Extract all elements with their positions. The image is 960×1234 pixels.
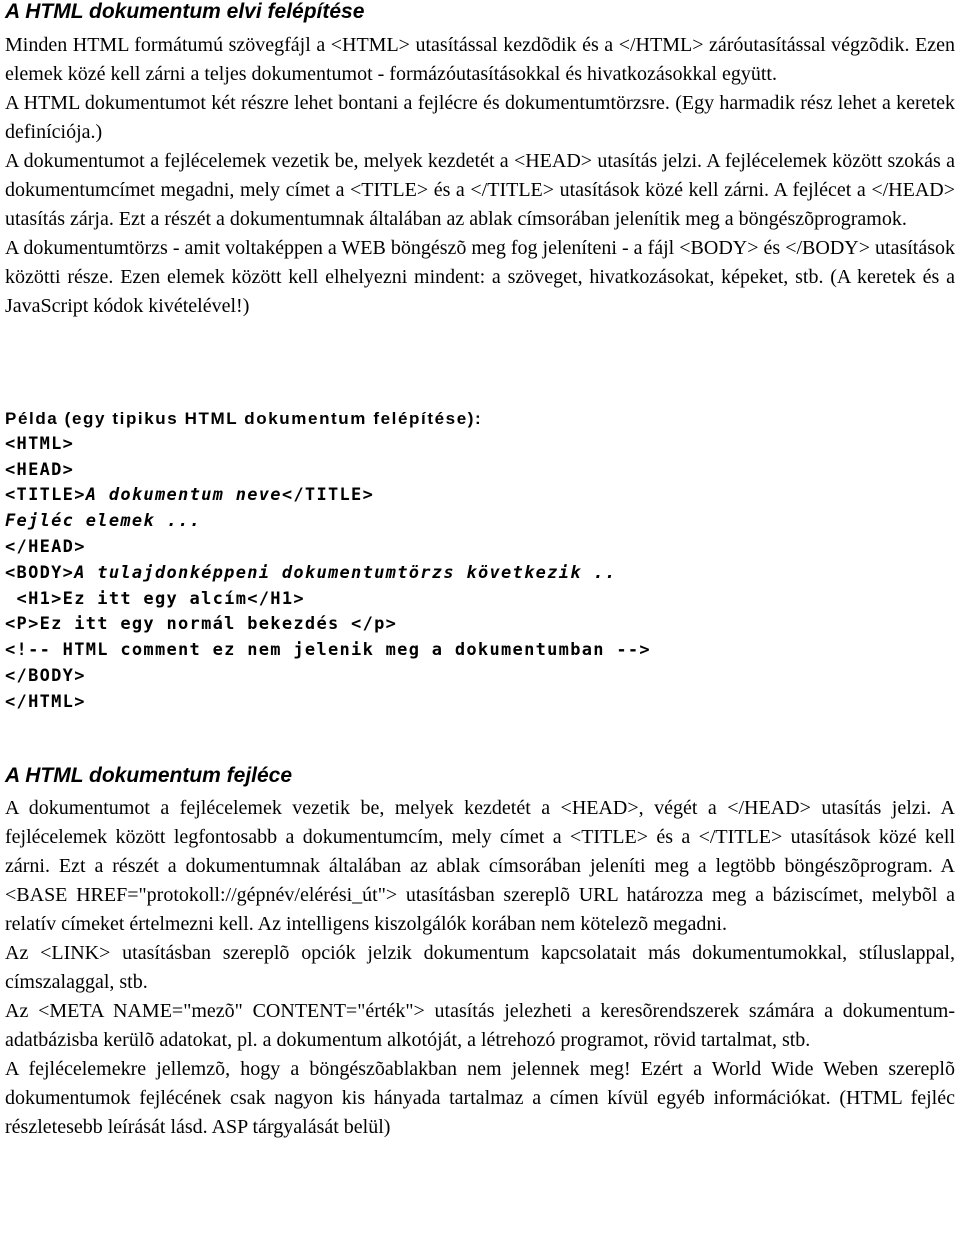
paragraph: Az <META NAME="mezõ" CONTENT="érték"> utasítás jelezheti a keresõrendszerek számára a dokumentum-adatbázisba kerülõ adatokat, pl. a dokumentum alkotóját, a létrehozó programot, rövid tartalmat, stb. — [5, 1000, 955, 1051]
paragraph: A dokumentumot a fejlécelemek vezetik be, melyek kezdetét a <HEAD>, végét a </HEAD> utasítás jelzi. A fejlécelemek között legfontosabb a dokumentumcím, mely címet a <TITLE> és a </TITLE> utasítások közé kell zárni. Ezt a részét a dokumentumnak általában az ablak címsorában jeleníti meg a legtöbb böngészõprogram. A <BASE HREF="protokoll://gépnév/elérési_út"> utasításban szereplõ URL határozza meg a báziscímet, melybõl a relatív címeket értelmezni kell. Az intelligens kiszolgálók korában nem kötelezõ megadni. — [5, 797, 955, 935]
code-comment: <!-- HTML comment ez nem jelenik meg a dokumentumban --> — [5, 640, 651, 661]
code-tag: </HTML> — [5, 691, 86, 712]
code-line — [5, 664, 651, 690]
code-example — [5, 406, 651, 716]
code-tag: </TITLE> — [281, 485, 375, 506]
code-line — [5, 587, 651, 613]
code-tag: <P>Ez itt egy normál bekezdés </p> — [5, 614, 398, 635]
code-tag: </HEAD> — [5, 536, 86, 557]
code-tag: <HEAD> — [5, 459, 75, 480]
code-tag: <H1>Ez itt egy alcím</H1> — [5, 588, 305, 609]
code-tag: <TITLE> — [5, 485, 86, 506]
code-tag: <HTML> — [5, 433, 75, 454]
code-tag: <BODY> — [5, 562, 75, 583]
paragraph: A dokumentumot a fejlécelemek vezetik be, melyek kezdetét a <HEAD> utasítás jelzi. A fejlécelemek között szokás a dokumentumcímet megadni, mely címet a <TITLE> és a </TITLE> utasítások közé kell zárni. A fejlécet a </HEAD> utasítás zárja. Ezt a részét a dokumentumnak általában az ablak címsorában jelenítik meg a böngészõprogramok. — [5, 150, 955, 230]
section-heading-structure: A HTML dokumentum elvi felépítése — [5, 0, 365, 23]
paragraph: A dokumentumtörzs - amit voltaképpen a WEB böngészõ meg fog jeleníteni - a fájl <BODY> és </BODY> utasítások közötti része. Ezen elemek között kell elhelyezni mindent: a szöveget, hivatkozásokat, képeket, stb. (A keretek és a JavaScript kódok kivételével!) — [5, 237, 955, 317]
paragraph: Az <LINK> utasításban szereplõ opciók jelzik dokumentum kapcsolatait más dokumentumokkal, stíluslappal, címszalaggal, stb. — [5, 942, 955, 993]
code-line — [5, 561, 651, 587]
section-header-body — [5, 794, 955, 1142]
code-line — [5, 458, 651, 484]
code-line — [5, 612, 651, 638]
code-italic-text: A dokumentum neve — [85, 485, 282, 506]
code-line — [5, 535, 651, 561]
code-line — [5, 690, 651, 716]
section-heading-header: A HTML dokumentum fejléce — [5, 764, 293, 787]
example-intro: Példa (egy tipikus HTML dokumentum felépítése): — [5, 409, 483, 428]
paragraph: A fejlécelemekre jellemzõ, hogy a böngészõablakban nem jelennek meg! Ezért a World Wide Weben szereplõ dokumentumok fejlécének csak nagyon kis hányada tartalmaz a címen kívül egyéb információkat. (HTML fejléc részletesebb leírását lásd. ASP tárgyalását belül) — [5, 1058, 955, 1138]
code-italic-text: A tulajdonképpeni dokumentumtörzs következik .. — [74, 562, 617, 583]
code-italic-text: Fejléc elemek ... — [5, 511, 202, 532]
section-structure-body — [5, 31, 955, 321]
paragraph: A HTML dokumentumot két részre lehet bontani a fejlécre és dokumentumtörzsre. (Egy harmadik rész lehet a keretek definíciója.) — [5, 92, 955, 143]
code-line — [5, 483, 651, 509]
code-line — [5, 638, 651, 664]
code-tag: </BODY> — [5, 665, 86, 686]
code-line — [5, 509, 651, 535]
code-line — [5, 432, 651, 458]
paragraph: Minden HTML formátumú szövegfájl a <HTML> utasítással kezdõdik és a </HTML> záróutasítással végzõdik. Ezen elemek közé kell zárni a teljes dokumentumot - formázóutasításokkal és hivatkozásokkal együtt. — [5, 34, 955, 85]
